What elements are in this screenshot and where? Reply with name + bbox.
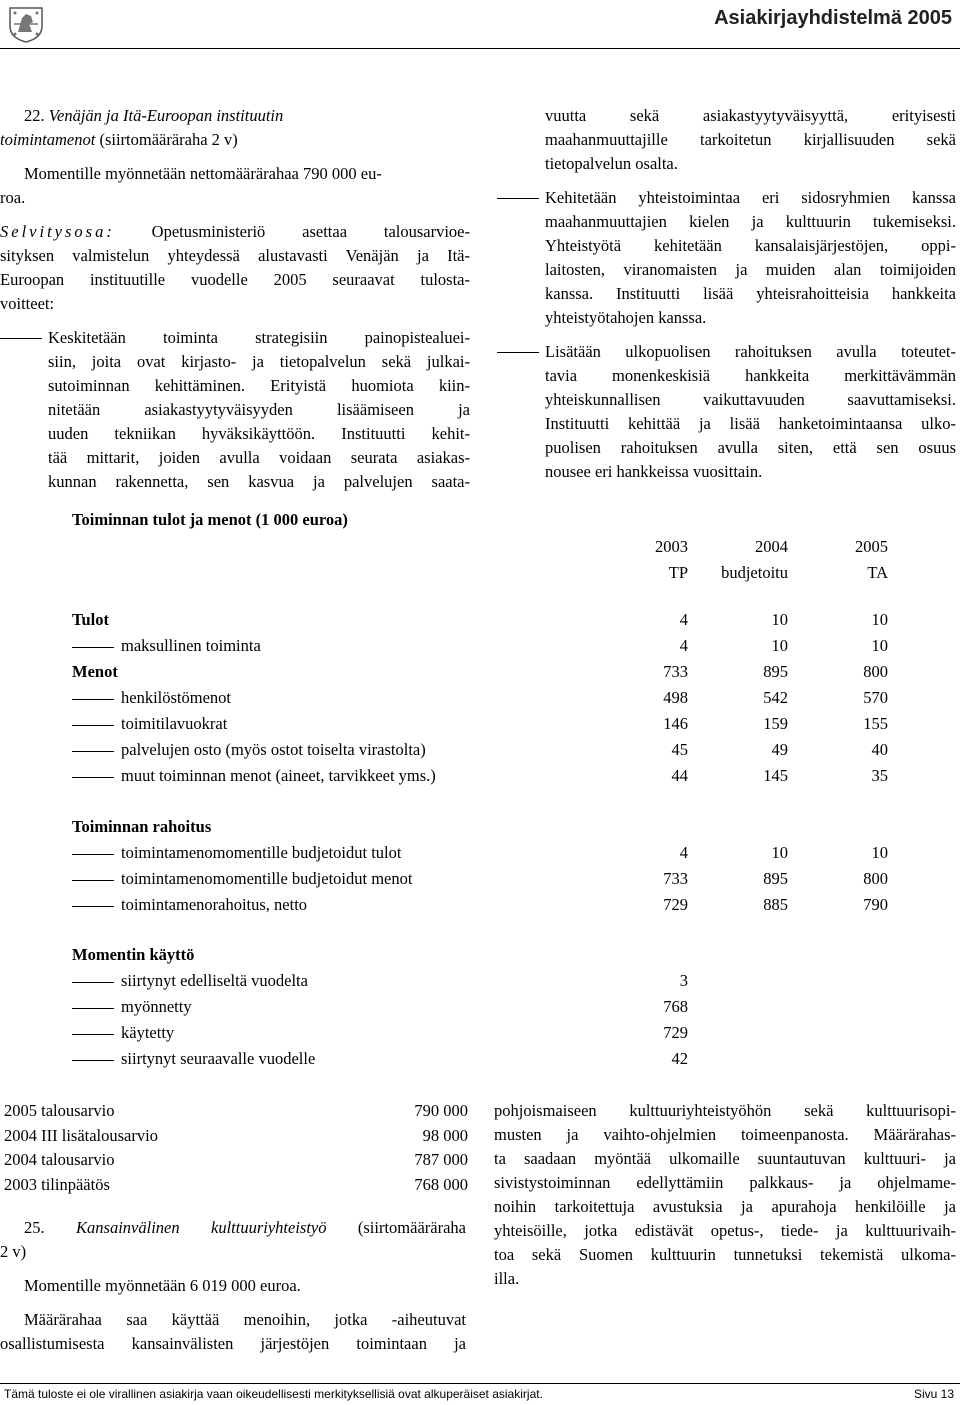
row-value: 800 [863, 662, 888, 681]
row-value: 10 [871, 843, 888, 862]
row-label: muut toiminnan menot (aineet, tarvikkeet yms.) [72, 763, 588, 789]
col-year-2004: 2004 [755, 537, 788, 556]
selvitysosa-line-1: Selvitysosa: Opetusministeriö asettaa talousarvioe- [0, 222, 470, 241]
budget-row [4, 1173, 468, 1198]
selvitysosa-label: Selvitysosa: [0, 222, 115, 241]
row-value: 49 [771, 740, 788, 759]
table-row [72, 1020, 888, 1046]
footer-divider [0, 1383, 960, 1384]
dash-mark [72, 854, 114, 855]
row-value: 159 [763, 714, 788, 733]
col-type-tp: TP [668, 563, 688, 582]
bullet3-line4: Instituutti kehittää ja lisää hanketoimintaansa ulko- [545, 414, 956, 433]
bullet1-line6: tää mittarit, joiden avulla voidaan seurata asiakas- [48, 448, 470, 467]
bullet1-line2: siin, joita ovat kirjasto- ja tietopalvelun sekä julkai- [48, 352, 470, 371]
row-label: toimintamenomomentille budjetoidut tulot [72, 840, 588, 866]
row-value: 146 [663, 714, 688, 733]
item-title-rest: (siirtomääräraha 2 v) [99, 130, 238, 149]
row-value: 885 [763, 895, 788, 914]
bullet2-line3: Yhteistyötä kehitetään kansalaisjärjestöjen, oppi- [545, 236, 956, 255]
item-25-right-line5: noihin tarkoitettuja avustuksia ja apurahoja henkilöille ja [494, 1197, 956, 1216]
selvitysosa-line-2: sityksen valmistelun yhteydessä alustavasti Venäjän ja Itä- [0, 246, 470, 265]
row-value: 895 [763, 662, 788, 681]
budget-value: 790 000 [414, 1101, 468, 1120]
bullet-dash [497, 198, 539, 199]
col-type-budjetoitu: budjetoitu [721, 563, 788, 582]
bullet-dash [497, 352, 539, 353]
bullet2-line5: kanssa. Instituutti lisää yhteisrahoitteisia hankkeita [545, 284, 956, 303]
item-25-right-line7: toa sekä Suomen kulttuurin tunnetuksi tekemistä ulkoma- [494, 1245, 956, 1264]
row-value: 542 [763, 688, 788, 707]
row-value: 10 [871, 610, 888, 629]
col-year-2003: 2003 [655, 537, 688, 556]
item-25-para-line2: osallistumisesta kansainvälisten järjestöjen toimintaan ja [0, 1334, 466, 1353]
table-row [72, 607, 888, 633]
item-25-right-line3: ta saadaan myöntää ulkomaille suuntautuvan kulttuuri- ja [494, 1149, 956, 1168]
row-value: 733 [663, 662, 688, 681]
dash-mark [72, 1008, 114, 1009]
row-value: 145 [763, 766, 788, 785]
row-value: 729 [663, 1023, 688, 1042]
dash-mark [72, 699, 114, 700]
col-type-ta: TA [867, 563, 888, 582]
selvitysosa-line-3: Euroopan instituutille vuodelle 2005 seuraavat tulosta- [0, 270, 470, 289]
row-label: toimintamenorahoitus, netto [72, 892, 588, 918]
dash-mark [72, 982, 114, 983]
bullet1-line4: nitetään asiakastyytyväisyyden lisäämiseen ja [48, 400, 470, 419]
dash-mark [72, 777, 114, 778]
bullet3-line3: yhteiskunnallisen vaikuttavuuden saavuttamiseksi. [545, 390, 956, 409]
row-value: 790 [863, 895, 888, 914]
table-row [72, 711, 888, 737]
dash-mark [72, 906, 114, 907]
row-value: 10 [771, 636, 788, 655]
document-title: Asiakirjayhdistelmä 2005 [714, 7, 952, 29]
row-value: 35 [871, 766, 888, 785]
item-title-italic: Kansainvälinen kulttuuriyhteistyö [76, 1218, 327, 1237]
item-25-right-line8: illa. [494, 1269, 520, 1288]
momentille-line-2: roa. [0, 188, 26, 207]
item-number: 22. [24, 106, 45, 125]
budget-value: 768 000 [414, 1174, 468, 1194]
bullet1-line1: Keskitetään toiminta strategisiin painopistealuei- [48, 328, 470, 347]
row-label: henkilöstömenot [72, 685, 588, 711]
row-label: siirtynyt edelliseltä vuodelta [72, 968, 588, 994]
item-title-italic-2: toimintamenot [0, 130, 96, 149]
bullet2-line2: maahanmuuttajien kielen ja kulttuurin tukemiseksi. [545, 212, 956, 231]
budget-value: 787 000 [414, 1150, 468, 1169]
table-row [72, 737, 888, 763]
item-25-right-line1: pohjoismaiseen kulttuuriyhteistyöhön sekä kulttuurisopi- [494, 1101, 956, 1120]
section3-title: Momentin käyttö [72, 945, 195, 964]
row-value: 155 [863, 714, 888, 733]
table-row [72, 659, 888, 685]
col-year-2005: 2005 [855, 537, 888, 556]
coat-of-arms-icon [6, 4, 46, 44]
row-value: 895 [763, 869, 788, 888]
section2-title: Toiminnan rahoitus [72, 817, 212, 836]
table-row [72, 685, 888, 711]
budget-row [4, 1124, 468, 1149]
row-value: 570 [863, 688, 888, 707]
continuation-line2: maahanmuuttajille tarkoitetun kirjallisuuden sekä [545, 130, 956, 149]
row-value: 4 [679, 610, 688, 629]
row-label: Tulot [72, 610, 109, 629]
fin-table-header [72, 534, 888, 586]
dash-mark [72, 1060, 114, 1061]
row-value: 768 [663, 997, 688, 1016]
table-row [72, 633, 888, 659]
row-value: 498 [663, 688, 688, 707]
budget-label: 2004 III lisätalousarvio [4, 1125, 158, 1145]
dash-mark [72, 647, 114, 648]
row-value: 40 [871, 740, 888, 759]
table-row [72, 1046, 888, 1072]
row-label: maksullinen toiminta [72, 633, 588, 659]
table-row [72, 892, 888, 918]
budget-label: 2003 tilinpäätös [4, 1174, 110, 1194]
budget-value: 98 000 [422, 1125, 468, 1145]
row-value: 10 [771, 610, 788, 629]
dash-mark [72, 880, 114, 881]
table-row [72, 840, 888, 866]
item-25-para-line1: Määrärahaa saa käyttää menoihin, jotka -aiheutuvat [24, 1310, 466, 1329]
row-label: Menot [72, 662, 118, 681]
row-value: 10 [871, 636, 888, 655]
budget-row [4, 1099, 468, 1124]
fin-table-section3 [72, 968, 888, 1072]
bullet1-line5: uuden tekniikan hyväksikäyttöön. Instituutti kehit- [48, 424, 470, 443]
budget-row [4, 1148, 468, 1173]
budget-label: 2004 talousarvio [4, 1150, 115, 1169]
item-number: 25. [24, 1218, 45, 1237]
table-row [72, 866, 888, 892]
item-title-italic: Venäjän ja Itä-Euroopan instituutin [48, 106, 284, 125]
row-label: toimitilavuokrat [72, 711, 588, 737]
row-value: 733 [663, 869, 688, 888]
row-label: palvelujen osto (myös ostot toiselta virastolta) [72, 737, 588, 763]
table-row [72, 994, 888, 1020]
bullet1-line3: sutoiminnan kehittäminen. Erityistä huomiota kiin- [48, 376, 470, 395]
item-22-heading [24, 104, 283, 128]
fin-table-section1 [72, 607, 888, 789]
dash-mark [72, 1034, 114, 1035]
row-label: toimintamenomomentille budjetoidut menot [72, 866, 588, 892]
table-row [72, 968, 888, 994]
momentille-line: Momentille myönnetään nettomäärärahaa 790 000 eu- [24, 164, 382, 183]
item-25-heading: 25. Kansainvälinen kulttuuriyhteistyö (siirtomääräraha [24, 1218, 466, 1237]
bullet2-line4: laitosten, viranomaisten ja muiden alan toimijoiden [545, 260, 956, 279]
item-25-heading-line2: 2 v) [0, 1242, 27, 1261]
page-number: Sivu 13 [913, 1387, 954, 1401]
row-value: 3 [679, 971, 688, 990]
table-row [72, 763, 888, 789]
selvitysosa-line-4: voitteet: [0, 294, 55, 313]
bullet-dash [0, 338, 42, 339]
row-label: siirtynyt seuraavalle vuodelle [72, 1046, 588, 1072]
item-25-right-line2: musten ja vaihto-ohjelmien toimeenpanosta. Määrärahas- [494, 1125, 956, 1144]
dash-mark [72, 725, 114, 726]
continuation-line1: vuutta sekä asiakastyytyväisyyttä, erityisesti [545, 106, 956, 125]
bullet2-line1: Kehitetään yhteistoimintaa eri sidosryhmien kanssa [545, 188, 956, 207]
budget-label: 2005 talousarvio [4, 1101, 115, 1120]
row-value: 4 [679, 843, 688, 862]
footer-disclaimer: Tämä tuloste ei ole virallinen asiakirja vaan oikeudellisesti merkityksellisiä ovat alkuperäiset asiakirjat. [4, 1387, 543, 1401]
item-25-momentille: Momentille myönnetään 6 019 000 euroa. [24, 1276, 301, 1295]
row-value: 729 [663, 895, 688, 914]
bullet1-line7: kunnan rakennetta, sen kasvua ja palvelujen saata- [48, 472, 470, 491]
row-value: 10 [771, 843, 788, 862]
bullet3-line1: Lisätään ulkopuolisen rahoituksen avulla toteutet- [545, 342, 956, 361]
row-value: 800 [863, 869, 888, 888]
bullet3-line5: puolisen rahoituksen avulla siten, että sen osuus [545, 438, 956, 457]
dash-mark [72, 751, 114, 752]
budget-history [4, 1099, 468, 1197]
bullet2-line6: yhteistyötahojen kanssa. [545, 308, 707, 327]
item-25-right-line6: yhteisöille, jotka edistävät opetus-, tiede- ja kulttuurivaih- [494, 1221, 956, 1240]
item-25-right-line4: sivistystoiminnan edellyttämiin palkkaus- ja ohjelmame- [494, 1173, 956, 1192]
item-22-heading-line2 [0, 128, 238, 152]
row-value: 45 [671, 740, 688, 759]
row-value: 42 [671, 1049, 688, 1068]
row-label: myönnetty [72, 994, 588, 1020]
bullet3-line6: nousee eri hankkeissa vuosittain. [545, 462, 763, 481]
row-value: 44 [671, 766, 688, 785]
row-value: 4 [679, 636, 688, 655]
bullet3-line2: tavia monenkeskisiä hankkeita merkittävämmän [545, 366, 956, 385]
continuation-line3: tietopalvelun osalta. [545, 154, 678, 173]
fin-table-title: Toiminnan tulot ja menot (1 000 euroa) [72, 510, 348, 529]
fin-table-section2 [72, 840, 888, 918]
row-label: käytetty [72, 1020, 588, 1046]
header-divider [0, 48, 960, 49]
